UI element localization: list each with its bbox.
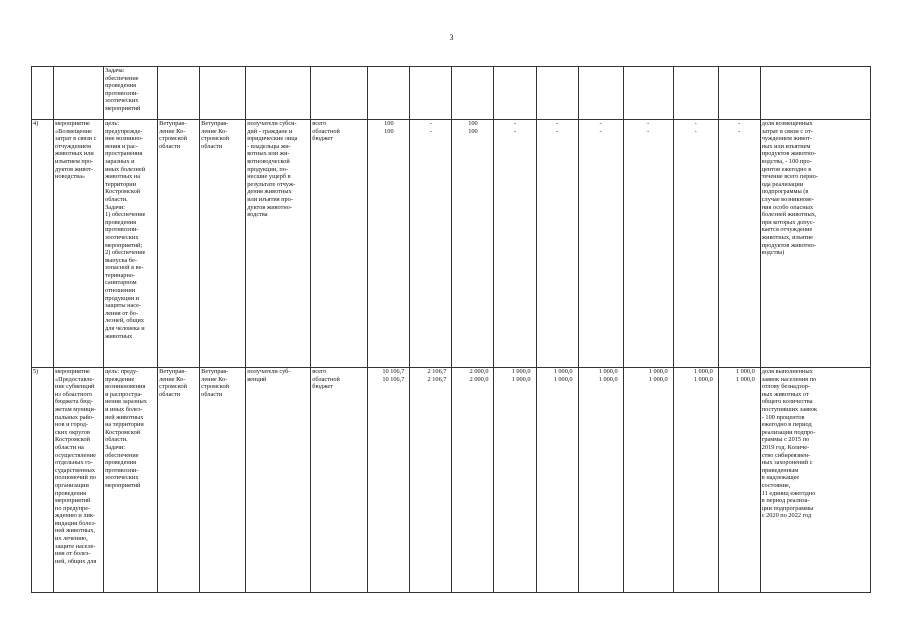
text-line: преждение: [105, 375, 135, 383]
text-line: 1 000,0: [598, 368, 618, 375]
text-line: ление Ко-: [159, 127, 186, 135]
text-line: водства): [761, 249, 785, 257]
text-line: их лечению,: [55, 535, 88, 543]
text-line: мероприятие: [55, 368, 90, 375]
text-line: нов и город-: [55, 421, 89, 429]
row5-exec1: [158, 368, 200, 593]
text-line: 10 106,7: [382, 375, 405, 383]
text-line: видации болез-: [55, 519, 96, 527]
program-table: [31, 66, 871, 593]
text-line: отдельных го-: [55, 459, 93, 467]
text-line: полномочий по: [55, 474, 96, 482]
text-line: для человека и: [105, 325, 145, 333]
text-line: ние субвенций: [55, 383, 95, 391]
text-line: -: [556, 120, 559, 127]
text-line: обеспечение: [105, 74, 139, 82]
text-line: животных, изъятие: [761, 233, 813, 241]
text-line: новодства»: [55, 173, 86, 181]
row4-val-8: [718, 120, 760, 368]
text-line: 1 000,0: [598, 375, 618, 383]
row4-recipients: [246, 120, 311, 368]
text-line: 1 000,0: [693, 375, 713, 383]
text-line: Ветуправ-: [201, 120, 229, 127]
text-line: области.: [105, 436, 128, 444]
text-line: стромской: [201, 383, 230, 391]
row4-exec1: [158, 120, 200, 368]
text-line: доля выполненных: [761, 368, 813, 375]
cell-num: [32, 67, 54, 120]
row5-val-5: [578, 368, 623, 593]
text-line: отношении: [105, 287, 136, 295]
text-line: возникновения: [105, 383, 146, 391]
text-line: -: [738, 127, 741, 135]
text-line: Задача:: [105, 67, 125, 74]
text-line: ство сибиреязвен-: [761, 451, 811, 459]
text-line: противоэпи-: [105, 226, 139, 234]
text-line: лезней, общих: [105, 317, 144, 325]
text-line: зопасной в ве-: [105, 264, 144, 272]
text-line: области: [159, 390, 181, 398]
text-line: 1 000,0: [693, 368, 713, 375]
text-line: 1 000,0: [735, 368, 755, 375]
text-line: при которых допус-: [761, 218, 815, 226]
text-line: нения заразных: [105, 398, 147, 406]
row5-val-3: [494, 368, 536, 593]
text-line: санитарном: [105, 279, 137, 287]
text-line: области: [201, 390, 223, 398]
text-line: стромской: [201, 135, 230, 143]
text-line: отлову безнадзор-: [761, 383, 810, 391]
text-line: территории: [105, 180, 136, 188]
text-line: сударственных: [55, 466, 96, 474]
text-line: -: [429, 127, 432, 135]
text-line: с 2020 по 2022 год: [761, 512, 812, 520]
text-line: ния особо опасных: [761, 203, 814, 211]
text-line: мероприятие: [55, 120, 90, 127]
text-line: мероприятий: [105, 104, 141, 112]
text-line: Костромской: [55, 436, 91, 444]
text-line: Костромской: [105, 188, 141, 196]
text-line: стромской: [159, 135, 187, 143]
text-line: - владельцы жи-: [247, 142, 291, 150]
text-line: ней, общих для: [55, 557, 97, 565]
text-line: -: [429, 120, 432, 127]
text-line: Задачи:: [105, 443, 126, 451]
text-line: области: [159, 142, 181, 150]
text-line: пространения: [105, 150, 143, 158]
row4-indicator: [760, 120, 870, 368]
text-line: изъятием про-: [55, 157, 94, 165]
text-line: венций: [247, 375, 267, 383]
text-line: ления от бо-: [105, 309, 139, 317]
text-line: заявок населения по: [761, 375, 817, 383]
text-line: ных животных от: [761, 390, 809, 398]
text-line: Ветуправ-: [201, 368, 229, 375]
text-line: вения и рас-: [105, 142, 138, 150]
row4-val-6: [623, 120, 673, 368]
text-line: защиты насе-: [105, 302, 142, 310]
row4-name: [54, 120, 104, 368]
text-line: 2) обеспечение: [105, 249, 146, 257]
text-line: всего: [312, 120, 327, 127]
text-line: -: [599, 120, 602, 127]
text-line: и иных болез-: [105, 405, 143, 413]
text-line: ление Ко-: [159, 375, 186, 383]
table-row-4: [32, 120, 871, 368]
text-line: чуждением живот-: [761, 135, 813, 143]
row5-source: [311, 368, 368, 593]
text-line: кается отчуждение: [761, 226, 813, 234]
text-line: бюджет: [312, 383, 333, 391]
text-line: -: [647, 127, 650, 135]
text-line: «Предоставле-: [55, 375, 95, 383]
text-line: зоотических: [105, 97, 139, 105]
row5-indicator: [760, 368, 870, 593]
text-line: реализации подпро-: [761, 428, 816, 436]
text-line: цель: преду-: [105, 368, 139, 375]
text-line: -: [556, 127, 559, 135]
text-line: -: [647, 120, 650, 127]
text-line: -: [738, 120, 741, 127]
text-line: областной: [312, 375, 340, 383]
text-line: поступивших заявок: [761, 405, 818, 413]
text-line: противоэпи-: [105, 466, 139, 474]
text-line: пальных райо-: [55, 413, 95, 421]
text-line: затрат в связи с: [55, 135, 97, 143]
text-line: Костромской: [105, 428, 141, 436]
text-line: 1 000,0: [553, 368, 573, 375]
cell-name: [54, 67, 104, 120]
text-line: 2 000,0: [469, 368, 489, 375]
text-line: затрат в связи с от-: [761, 127, 813, 135]
text-line: -: [694, 127, 697, 135]
text-line: - 100 процентов: [761, 413, 805, 421]
text-line: проведения: [55, 489, 86, 497]
text-line: получатели субси-: [247, 120, 297, 127]
text-line: 100: [468, 120, 478, 127]
text-line: 2 106,7: [427, 375, 447, 383]
text-line: ние возникно-: [105, 135, 144, 143]
page-number: 3: [449, 33, 454, 42]
text-line: области на: [55, 443, 84, 451]
text-line: мероприятий: [55, 497, 91, 505]
text-line: -: [694, 120, 697, 127]
row5-goal: [104, 368, 158, 593]
text-line: дуктов животно-: [247, 203, 292, 211]
row5-val-8: [718, 368, 760, 593]
text-line: ода реализации: [761, 180, 804, 188]
text-line: ных или изъятием: [761, 142, 811, 150]
text-line: проведения: [105, 218, 137, 226]
text-line: Ветуправ-: [159, 368, 187, 375]
row4-source: [311, 120, 368, 368]
row4-val-5: [578, 120, 623, 368]
text-line: 1 000,0: [648, 375, 668, 383]
text-line: дения животных: [247, 188, 292, 196]
text-line: области: [201, 142, 223, 150]
text-line: Задачи:: [105, 203, 126, 211]
text-line: области.: [105, 195, 128, 203]
text-line: ждению и лик-: [55, 512, 95, 520]
text-line: общего количества: [761, 398, 813, 406]
text-line: получатели суб-: [247, 368, 291, 375]
text-line: предупрежде-: [105, 127, 143, 135]
row5-name: [54, 368, 104, 593]
row4-val-4: [536, 120, 578, 368]
text-line: несшие ущерб в: [247, 173, 291, 181]
text-line: иных болезней: [105, 165, 146, 173]
cell-goal: [104, 67, 158, 120]
text-line: всего: [312, 368, 327, 375]
text-line: из областного: [55, 390, 93, 398]
text-line: животных на: [105, 173, 141, 181]
text-line: ежегодно в период: [761, 421, 812, 429]
text-line: 100: [468, 127, 478, 135]
text-line: ции подпрограммы: [761, 504, 814, 512]
text-line: обеспечение: [105, 451, 139, 459]
text-line: 1) обеспечение: [105, 211, 146, 219]
text-line: стромской: [159, 383, 187, 391]
text-line: жетам муници-: [55, 405, 96, 413]
text-line: продуктов животно-: [761, 241, 817, 249]
text-line: организации: [55, 481, 89, 489]
text-line: 11 единиц ежегодно: [761, 489, 816, 497]
text-line: 1 000,0: [511, 375, 531, 383]
row4-val-7: [673, 120, 718, 368]
text-line: приведенным: [761, 466, 799, 474]
text-line: по предупре-: [55, 504, 91, 512]
row4-val-1: [410, 120, 452, 368]
text-line: доля возмещенных: [761, 120, 813, 127]
text-line: 2 000,0: [469, 375, 489, 383]
text-line: теринарно-: [105, 271, 136, 279]
text-line: ных захоронений с: [761, 459, 813, 467]
text-line: зоотических: [105, 474, 139, 482]
text-line: мероприятий;: [105, 241, 143, 249]
text-line: или изъятия про-: [247, 195, 293, 203]
text-line: водства: [247, 211, 268, 219]
row5-recipients: [246, 368, 311, 593]
row4-exec2: [200, 120, 246, 368]
text-line: 1 000,0: [511, 368, 531, 375]
text-line: отчуждением: [55, 142, 91, 150]
text-line: цель:: [105, 120, 119, 127]
text-line: бюджета бюд-: [55, 398, 93, 406]
text-line: ния от болез-: [55, 550, 91, 558]
text-line: вотноводческой: [247, 157, 290, 165]
text-line: продуктов животно-: [761, 150, 817, 158]
text-line: 100: [384, 120, 394, 127]
row5-val-4: [536, 368, 578, 593]
text-line: Ветуправ-: [159, 120, 187, 127]
row4-val-0: [368, 120, 410, 368]
table-row-continuation: [32, 67, 871, 120]
text-line: 1 000,0: [553, 375, 573, 383]
text-line: 10 106,7: [382, 368, 405, 375]
text-line: заразных и: [105, 157, 135, 165]
text-line: животных или: [55, 150, 94, 158]
row4-val-3: [494, 120, 536, 368]
text-line: зоотических: [105, 233, 139, 241]
text-line: мероприятий: [105, 481, 141, 489]
text-line: болезней животных,: [761, 211, 817, 219]
text-line: водства, - 100 про-: [761, 157, 812, 165]
row4-val-2: [452, 120, 494, 368]
text-line: вотных или жи-: [247, 150, 290, 158]
text-line: животных: [105, 332, 133, 340]
text-line: граммы с 2015 по: [761, 436, 810, 444]
text-line: 1 000,0: [735, 375, 755, 383]
text-line: дий - граждане и: [247, 127, 293, 135]
text-line: 2019 год. Количе-: [761, 443, 810, 451]
text-line: проведения: [105, 459, 137, 467]
text-line: -: [513, 120, 517, 127]
row5-val-1: [410, 368, 452, 593]
text-line: ней животных,: [55, 527, 95, 535]
text-line: юридические лица: [247, 135, 298, 143]
text-line: продукции и: [105, 294, 140, 302]
text-line: центов ежегодно в: [761, 165, 812, 173]
text-line: 1 000,0: [648, 368, 668, 375]
text-line: на территории: [105, 421, 144, 429]
text-line: «Возмещение: [55, 127, 92, 135]
text-line: течение всего перио-: [761, 173, 818, 181]
text-line: бюджет: [312, 135, 333, 143]
row5-exec2: [200, 368, 246, 593]
text-line: ней животных: [105, 413, 144, 421]
text-line: -: [513, 127, 517, 135]
row5-val-2: [452, 368, 494, 593]
text-line: областной: [312, 127, 340, 135]
text-line: подпрограммы (в: [761, 188, 809, 196]
text-line: продукции, по-: [247, 165, 288, 173]
text-line: ление Ко-: [201, 375, 228, 383]
text-line: 2 106,7: [427, 368, 447, 375]
table-row-5: [32, 368, 871, 593]
text-line: и распростра-: [105, 390, 143, 398]
text-line: защите населе-: [55, 542, 96, 550]
row5-val-6: [623, 368, 673, 593]
text-line: ление Ко-: [201, 127, 228, 135]
row5-val-0: [368, 368, 410, 593]
text-line: дуктов живот-: [55, 165, 94, 173]
text-line: результате отчуж-: [247, 180, 296, 188]
text-line: проведения: [105, 82, 137, 90]
row4-goal: [104, 120, 158, 368]
text-line: случае возникнове-: [761, 195, 814, 203]
text-line: выпуска бе-: [105, 256, 137, 264]
text-line: осуществление: [55, 451, 96, 459]
text-line: ских округов: [55, 428, 90, 436]
text-line: в период реализа-: [761, 497, 810, 505]
text-line: 100: [384, 127, 394, 135]
row4-num: 4): [32, 120, 54, 368]
text-line: противоэпи-: [105, 89, 139, 97]
row5-val-7: [673, 368, 718, 593]
row5-num: 5): [32, 368, 54, 593]
text-line: состояние,: [761, 481, 791, 489]
text-line: -: [599, 127, 602, 135]
text-line: в надлежащее: [761, 474, 800, 482]
